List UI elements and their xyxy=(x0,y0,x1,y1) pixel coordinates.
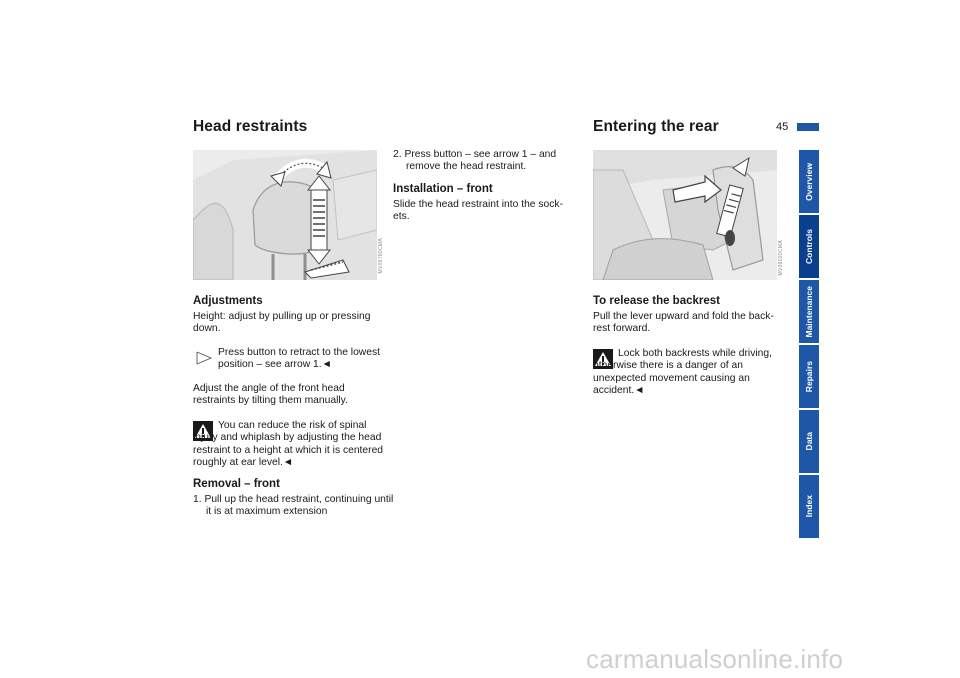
removal-step-2: 2. Press button – see arrow 1 – and remove the head restraint. xyxy=(393,149,557,173)
right-page-title: Entering the rear xyxy=(593,118,719,135)
head-restraint-illustration xyxy=(193,150,377,280)
tab-maintenance[interactable]: Maintenance xyxy=(799,280,819,343)
removal-step-1: 1. Pull up the head restraint, continuing until it is at maximum extension xyxy=(193,494,394,518)
head-restraint-figure xyxy=(193,150,377,280)
tip-text: Press button to retract to the lowest position – see arrow 1.◄ xyxy=(218,347,380,371)
backrest-warning-text: Lock both backrests while driving, otherwise there is a danger of an unexpected movement causing an accident.◄ xyxy=(593,348,772,397)
figure-code-2: MV09020CMA xyxy=(778,240,784,276)
figure-code: MV09780CMA xyxy=(378,238,384,274)
page-number: 45 xyxy=(776,121,789,133)
site-watermark: carmanualsonline.info xyxy=(586,644,844,674)
removal-heading: Removal – front xyxy=(193,478,280,490)
tab-data[interactable]: Data xyxy=(799,410,819,473)
rear-entry-figure xyxy=(593,150,777,280)
angle-text: Adjust the angle of the front head restraints by tilting them manually. xyxy=(193,383,348,407)
tip-icon xyxy=(193,348,215,366)
tab-controls[interactable]: Controls xyxy=(799,215,819,278)
installation-heading: Installation – front xyxy=(393,183,493,195)
tab-repairs[interactable]: Repairs xyxy=(799,345,819,408)
backrest-heading: To release the backrest xyxy=(593,295,720,307)
tab-index[interactable]: Index xyxy=(799,475,819,538)
left-page-title: Head restraints xyxy=(193,118,308,135)
page-accent-bar xyxy=(797,123,819,131)
tab-overview[interactable]: Overview xyxy=(799,150,819,213)
installation-text: Slide the head restraint into the sock-ets. xyxy=(393,199,563,223)
section-tabs xyxy=(799,150,819,543)
backrest-text: Pull the lever upward and fold the back-rest forward. xyxy=(593,311,774,335)
adjustments-text: Height: adjust by pulling up or pressing down. xyxy=(193,311,371,335)
warning-text: You can reduce the risk of spinal injury and whiplash by adjusting the head restraint to a height at which it is centered roughly at ear level.◄ xyxy=(193,420,384,469)
adjustments-heading: Adjustments xyxy=(193,295,263,307)
rear-seat-illustration xyxy=(593,150,777,280)
